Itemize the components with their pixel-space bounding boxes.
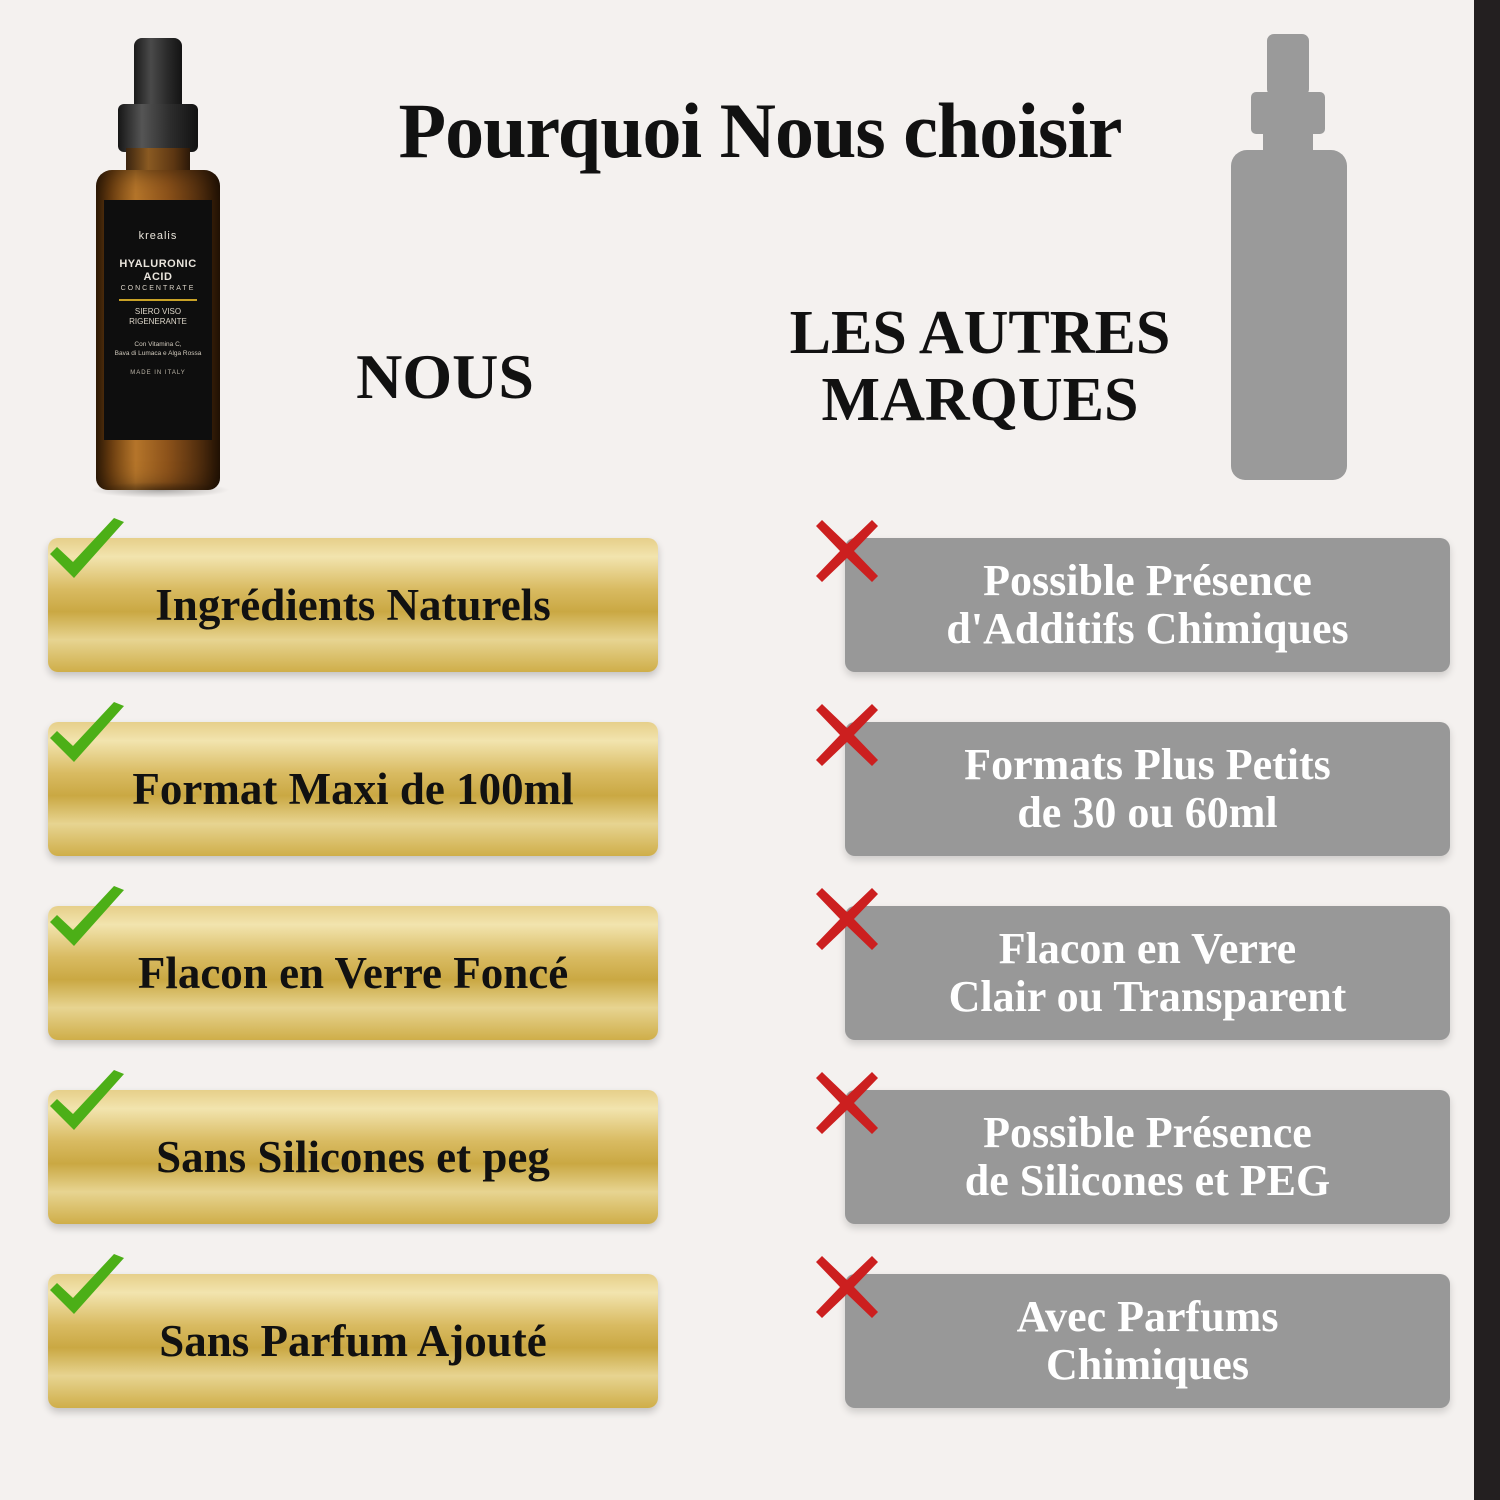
drawback-row-them xyxy=(845,906,1450,1040)
benefit-label-us: Flacon en Verre Foncé xyxy=(137,947,569,998)
drawback-row-them xyxy=(845,1090,1450,1224)
drawback-label-them: Possible Présence de Silicones et PEG xyxy=(964,1107,1331,1205)
cross-icon xyxy=(812,700,882,770)
column-header-them xyxy=(720,300,1240,434)
bottle-ingredients-line1: Con Vitamina C, xyxy=(134,341,182,349)
column-header-them-line2: MARQUES xyxy=(821,365,1139,434)
benefit-row-us xyxy=(48,538,658,672)
check-icon xyxy=(44,1068,130,1144)
check-icon xyxy=(44,1252,130,1328)
bottle-brand: krealis xyxy=(138,230,178,242)
check-icon xyxy=(44,516,130,592)
bottle-label xyxy=(104,200,212,440)
column-header-them-line1: LES AUTRES xyxy=(789,299,1171,367)
benefit-label-us: Ingrédients Naturels xyxy=(155,579,551,630)
page-title: Pourquoi Nous choisir xyxy=(398,87,1122,174)
benefit-label-us: Format Maxi de 100ml xyxy=(132,763,574,814)
bottle-product-line1: HYALURONIC xyxy=(119,258,197,270)
silhouette-body xyxy=(1231,150,1347,480)
bottle-ingredients-line2: Bava di Lumaca e Alga Rossa xyxy=(114,349,202,357)
drawback-label-them: Formats Plus Petits de 30 ou 60ml xyxy=(964,739,1331,837)
silhouette-cap xyxy=(1267,34,1309,96)
drawback-row-them xyxy=(845,1274,1450,1408)
drawback-label-them: Flacon en Verre Clair ou Transparent xyxy=(948,923,1347,1021)
drawback-row-them xyxy=(845,722,1450,856)
bottle-made-in: MADE IN ITALY xyxy=(130,370,186,377)
bottle-shadow xyxy=(90,482,230,498)
bottle-cap xyxy=(134,38,182,110)
product-bottle-image xyxy=(82,30,262,490)
bottle-divider xyxy=(119,299,197,301)
cross-icon xyxy=(812,1252,882,1322)
benefit-row-us xyxy=(48,1274,658,1408)
check-icon xyxy=(44,700,130,776)
competitor-bottle-silhouette xyxy=(1225,30,1375,490)
drawback-label-them: Possible Présence d'Additifs Chimiques xyxy=(946,555,1349,653)
silhouette-collar xyxy=(1251,92,1325,134)
benefit-label-us: Sans Silicones et peg xyxy=(156,1131,550,1182)
bottle-product-line2: ACID xyxy=(143,270,173,283)
right-border-strip xyxy=(1474,0,1500,1500)
benefit-label-us: Sans Parfum Ajouté xyxy=(159,1315,547,1366)
cross-icon xyxy=(812,884,882,954)
benefit-row-us xyxy=(48,906,658,1040)
drawback-row-them xyxy=(845,538,1450,672)
check-icon xyxy=(44,884,130,960)
bottle-sub-line2: RIGENERANTE xyxy=(129,317,187,327)
column-header-us: NOUS xyxy=(356,341,534,412)
cross-icon xyxy=(812,1068,882,1138)
bottle-collar xyxy=(118,104,198,152)
drawback-label-them: Avec Parfums Chimiques xyxy=(1016,1291,1279,1389)
bottle-concentrate: CONCENTRATE xyxy=(120,285,196,293)
cross-icon xyxy=(812,516,882,586)
benefit-row-us xyxy=(48,1090,658,1224)
bottle-sub-line1: SIERO VISO xyxy=(134,307,182,317)
benefit-row-us xyxy=(48,722,658,856)
